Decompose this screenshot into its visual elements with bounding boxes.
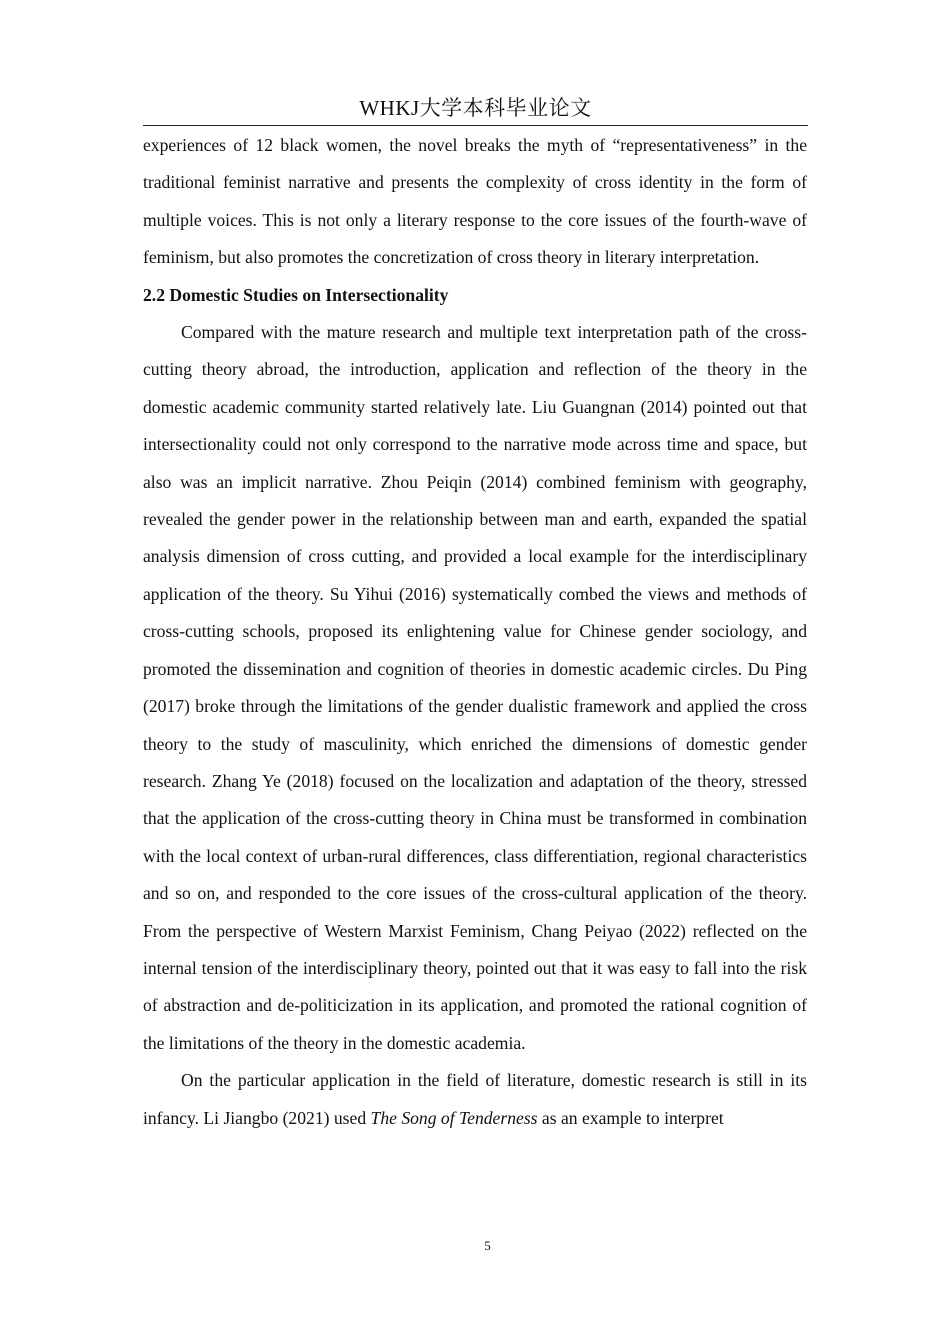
page-header-title: WHKJ大学本科毕业论文 bbox=[359, 96, 592, 120]
page-body bbox=[143, 127, 807, 1137]
continued-paragraph: experiences of 12 black women, the novel breaks the myth of “representativeness” in the traditional feminist narrative and presents the complexity of cross identity in the form of multiple voices. This is not only a literary response to the core issues of the fourth-wave of feminism, but also promotes the concretization of cross theory in literary interpretation. bbox=[143, 135, 807, 268]
paragraph-text: On the particular application in the field of literature, domestic research is still in its infancy. Li Jiangbo (2021) used bbox=[143, 1070, 807, 1128]
page-number: 5 bbox=[484, 1238, 491, 1253]
section-heading: 2.2 Domestic Studies on Intersectionality bbox=[143, 284, 449, 305]
book-title: The Song of Tenderness bbox=[370, 1107, 538, 1128]
body-paragraph-literature bbox=[143, 1062, 807, 1137]
body-paragraph: Compared with the mature research and multiple text interpretation path of the cross-cutting theory abroad, the introduction, application and reflection of the theory in the domestic academic community started relatively late. Liu Guangnan (2014) pointed out that intersectionality could not only correspond to the narrative mode across time and space, but also was an implicit narrative. Zhou Peiqin (2014) combined feminism with geography, revealed the gender power in the relationship between man and earth, expanded the spatial analysis dimension of cross cutting, and provided a local example for the interdisciplinary application of the theory. Su Yihui (2016) systematically combed the views and methods of cross-cutting schools, proposed its enlightening value for Chinese gender sociology, and promoted the dissemination and cognition of theories in domestic academic circles. Du Ping (2017) broke through the limitations of the gender dualistic framework and applied the cross theory to the study of masculinity, which enriched the dimensions of domestic gender research. Zhang Ye (2018) focused on the localization and adaptation of the theory, stressed that the application of the cross-cutting theory in China must be transformed in combination with the local context of urban-rural differences, class differentiation, regional characteristics and so on, and responded to the core issues of the cross-cultural application of the theory. From the perspective of Western Marxist Feminism, Chang Peiyao (2022) reflected on the internal tension of the interdisciplinary theory, pointed out that it was easy to fall into the risk of abstraction and de-politicization in its application, and promoted the rational cognition of the limitations of the theory in the domestic academia. bbox=[143, 322, 807, 1053]
paragraph-text: as an example to interpret bbox=[537, 1107, 724, 1128]
header-divider bbox=[143, 125, 808, 126]
